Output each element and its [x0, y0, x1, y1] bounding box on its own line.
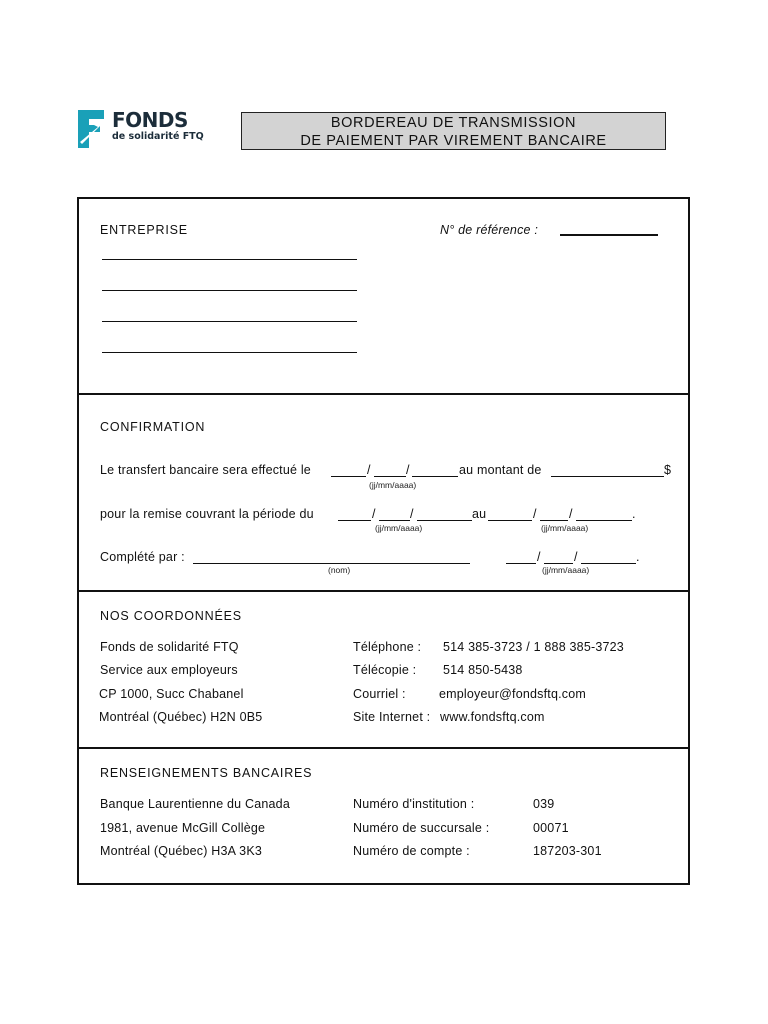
section-divider	[77, 393, 690, 395]
completed-label: Complété par :	[100, 550, 185, 564]
bancaires-heading: RENSEIGNEMENTS BANCAIRES	[100, 766, 313, 780]
completed-date-hint: (jj/mm/aaaa)	[542, 565, 590, 575]
amount-label: au montant de	[459, 463, 542, 477]
transfer-day-field[interactable]	[331, 476, 366, 477]
period-start-day-field[interactable]	[338, 520, 371, 521]
entreprise-line-1[interactable]	[102, 259, 357, 260]
telephone-label: Téléphone :	[353, 640, 422, 654]
currency-symbol: $	[664, 463, 672, 477]
document-title	[241, 112, 666, 150]
entreprise-line-2[interactable]	[102, 290, 357, 291]
reference-label: N° de référence :	[440, 223, 539, 237]
coord-address-line: Montréal (Québec) H2N 0B5	[99, 710, 263, 724]
period-end-month-field[interactable]	[540, 520, 568, 521]
succursale-label: Numéro de succursale :	[353, 821, 490, 835]
compte-value: 187203-301	[533, 844, 602, 858]
completed-day-field[interactable]	[506, 563, 536, 564]
institution-value: 039	[533, 797, 555, 811]
period-start-year-field[interactable]	[417, 520, 472, 521]
period-start-hint: (jj/mm/aaaa)	[375, 523, 423, 533]
completed-year-field[interactable]	[581, 563, 636, 564]
period-au-label: au	[472, 507, 487, 521]
courriel-link[interactable]: employeur@fondsftq.com	[439, 687, 587, 701]
succursale-value: 00071	[533, 821, 569, 835]
coord-address-line: Fonds de solidarité FTQ	[100, 640, 239, 654]
section-divider	[77, 747, 690, 749]
completed-month-field[interactable]	[544, 563, 573, 564]
coordonnees-heading: NOS COORDONNÉES	[100, 609, 242, 623]
date-separator: /	[372, 507, 376, 521]
telephone-value: 514 385-3723 / 1 888 385-3723	[443, 640, 624, 654]
amount-field[interactable]	[551, 476, 664, 477]
completed-end-punct: .	[636, 550, 640, 564]
transfer-month-field[interactable]	[374, 476, 406, 477]
date-separator: /	[533, 507, 537, 521]
compte-label: Numéro de compte :	[353, 844, 470, 858]
transfer-year-field[interactable]	[412, 476, 458, 477]
telecopie-value: 514 850-5438	[443, 663, 523, 677]
title-line-2: DE PAIEMENT PAR VIREMENT BANCAIRE	[300, 133, 607, 149]
entreprise-line-3[interactable]	[102, 321, 357, 322]
period-end-year-field[interactable]	[576, 520, 632, 521]
period-label: pour la remise couvrant la période du	[100, 507, 314, 521]
entreprise-line-4[interactable]	[102, 352, 357, 353]
bank-address-line: Montréal (Québec) H3A 3K3	[100, 844, 263, 858]
transfer-date-hint: (jj/mm/aaaa)	[369, 480, 417, 490]
completed-name-field[interactable]	[193, 563, 470, 564]
site-internet-label: Site Internet :	[353, 710, 431, 724]
fonds-ftq-logo	[78, 110, 208, 150]
period-start-month-field[interactable]	[379, 520, 410, 521]
institution-label: Numéro d'institution :	[353, 797, 475, 811]
date-separator: /	[537, 550, 541, 564]
transfer-label: Le transfert bancaire sera effectué le	[100, 463, 311, 477]
name-hint: (nom)	[328, 565, 351, 575]
period-end-hint: (jj/mm/aaaa)	[541, 523, 589, 533]
date-separator: /	[406, 463, 410, 477]
fonds-logo-mark-icon	[78, 110, 108, 148]
section-divider	[77, 590, 690, 592]
courriel-label: Courriel :	[353, 687, 406, 701]
entreprise-heading: ENTREPRISE	[100, 223, 188, 237]
site-internet-link[interactable]: www.fondsftq.com	[440, 710, 545, 724]
title-line-1: BORDEREAU DE TRANSMISSION	[330, 115, 577, 131]
date-separator: /	[574, 550, 578, 564]
bank-address-line: 1981, avenue McGill Collège	[100, 821, 266, 835]
logo-subtitle: de solidarité FTQ	[112, 131, 204, 142]
telecopie-label: Télécopie :	[353, 663, 417, 677]
reference-field[interactable]	[560, 234, 658, 236]
coord-address-line: CP 1000, Succ Chabanel	[99, 687, 244, 701]
coord-address-line: Service aux employeurs	[100, 663, 238, 677]
form-frame	[77, 197, 690, 885]
date-separator: /	[569, 507, 573, 521]
confirmation-heading: CONFIRMATION	[100, 420, 206, 434]
date-separator: /	[367, 463, 371, 477]
bank-address-line: Banque Laurentienne du Canada	[100, 797, 290, 811]
period-end-day-field[interactable]	[488, 520, 532, 521]
date-separator: /	[410, 507, 414, 521]
period-end-punct: .	[632, 507, 636, 521]
logo-title: FONDS	[112, 108, 188, 132]
